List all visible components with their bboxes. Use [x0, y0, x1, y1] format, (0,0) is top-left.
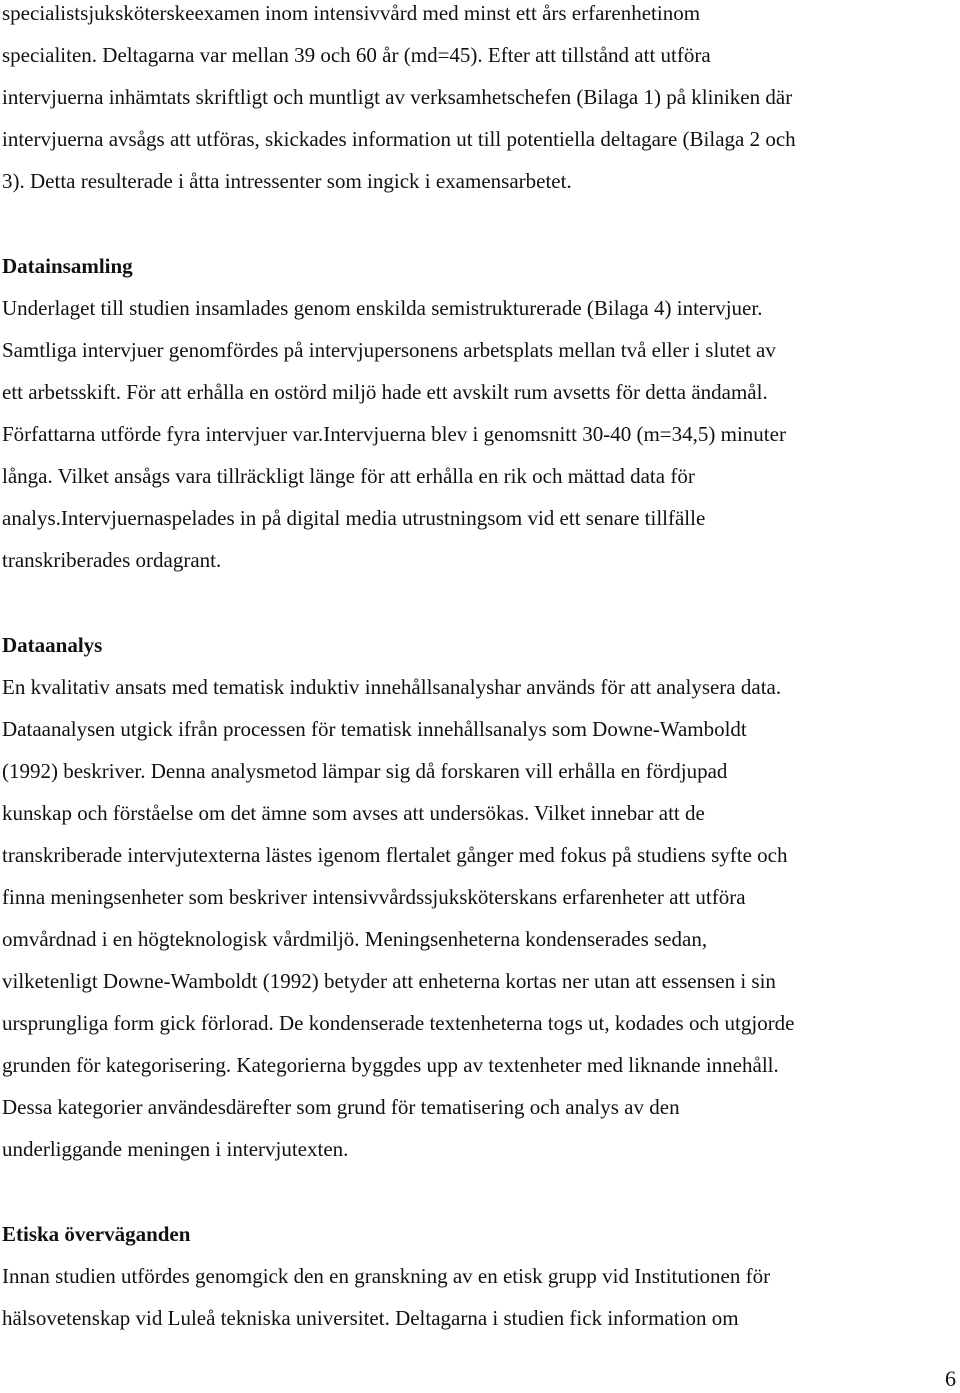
text-line: hälsovetenskap vid Luleå tekniska universitet. Deltagarna i studien fick information om — [2, 1306, 739, 1330]
page-number: 6 — [945, 1366, 956, 1391]
text-line: Författarna utförde fyra intervjuer var.Intervjuerna blev i genomsnitt 30-40 (m=34,5) minuter — [2, 422, 786, 446]
text-line: intervjuerna inhämtats skriftligt och muntligt av verksamhetschefen (Bilaga 1) på kliniken där — [2, 85, 793, 109]
text-line: Dessa kategorier användesdärefter som grund för tematisering och analys av den — [2, 1095, 680, 1119]
text-line: transkriberades ordagrant. — [2, 548, 222, 572]
text-line: vilketenligt Downe-Wamboldt (1992) betyder att enheterna kortas ner utan att essensen i sin — [2, 969, 776, 993]
text-line: ett arbetsskift. För att erhålla en ostörd miljö hade ett avskilt rum avsetts för detta ändamål. — [2, 380, 768, 404]
text-line: ursprungliga form gick förlorad. De kondenserade textenheterna togs ut, kodades och utgjorde — [2, 1011, 795, 1035]
text-line: (1992) beskriver. Denna analysmetod lämpar sig då forskaren vill erhålla en fördjupad — [2, 759, 728, 783]
text-line: En kvalitativ ansats med tematisk induktiv innehållsanalyshar används för att analysera data. — [2, 675, 782, 699]
text-line: Innan studien utfördes genomgick den en granskning av en etisk grupp vid Institutionen för — [2, 1264, 771, 1288]
text-line: grunden för kategorisering. Kategorierna byggdes upp av textenheter med liknande innehåll. — [2, 1053, 779, 1077]
section-heading-datainsamling: Datainsamling — [2, 254, 133, 278]
text-line: långa. Vilket ansågs vara tillräckligt länge för att erhålla en rik och mättad data för — [2, 464, 695, 488]
text-line: Underlaget till studien insamlades genom enskilda semistrukturerade (Bilaga 4) intervjuer. — [2, 296, 763, 320]
text-line: kunskap och förståelse om det ämne som avses att undersökas. Vilket innebar att de — [2, 801, 705, 825]
text-line: underliggande meningen i intervjutexten. — [2, 1137, 349, 1161]
text-line: 3). Detta resulterade i åtta intressenter som ingick i examensarbetet. — [2, 169, 572, 193]
text-line: specialistsjuksköterskeexamen inom intensivvård med minst ett års erfarenhetinom — [2, 1, 701, 25]
text-line: analys.Intervjuernaspelades in på digital media utrustningsom vid ett senare tillfälle — [2, 506, 706, 530]
text-line: intervjuerna avsågs att utföras, skickades information ut till potentiella deltagare (Bilaga 2 och — [2, 127, 796, 151]
section-heading-etiska-overvaganden: Etiska överväganden — [2, 1222, 191, 1246]
section-heading-dataanalys: Dataanalys — [2, 633, 103, 657]
text-line: finna meningsenheter som beskriver intensivvårdssjuksköterskans erfarenheter att utföra — [2, 885, 746, 909]
text-line: transkriberade intervjutexterna lästes igenom flertalet gånger med fokus på studiens syfte och — [2, 843, 788, 867]
text-line: omvårdnad i en högteknologisk vårdmiljö. Meningsenheterna kondenserades sedan, — [2, 927, 708, 951]
text-line: Dataanalysen utgick ifrån processen för tematisk innehållsanalys som Downe-Wamboldt — [2, 717, 747, 741]
text-line: specialiten. Deltagarna var mellan 39 och 60 år (md=45). Efter att tillstånd att utföra — [2, 43, 711, 67]
text-line: Samtliga intervjuer genomfördes på intervjupersonens arbetsplats mellan två eller i slutet av — [2, 338, 776, 362]
